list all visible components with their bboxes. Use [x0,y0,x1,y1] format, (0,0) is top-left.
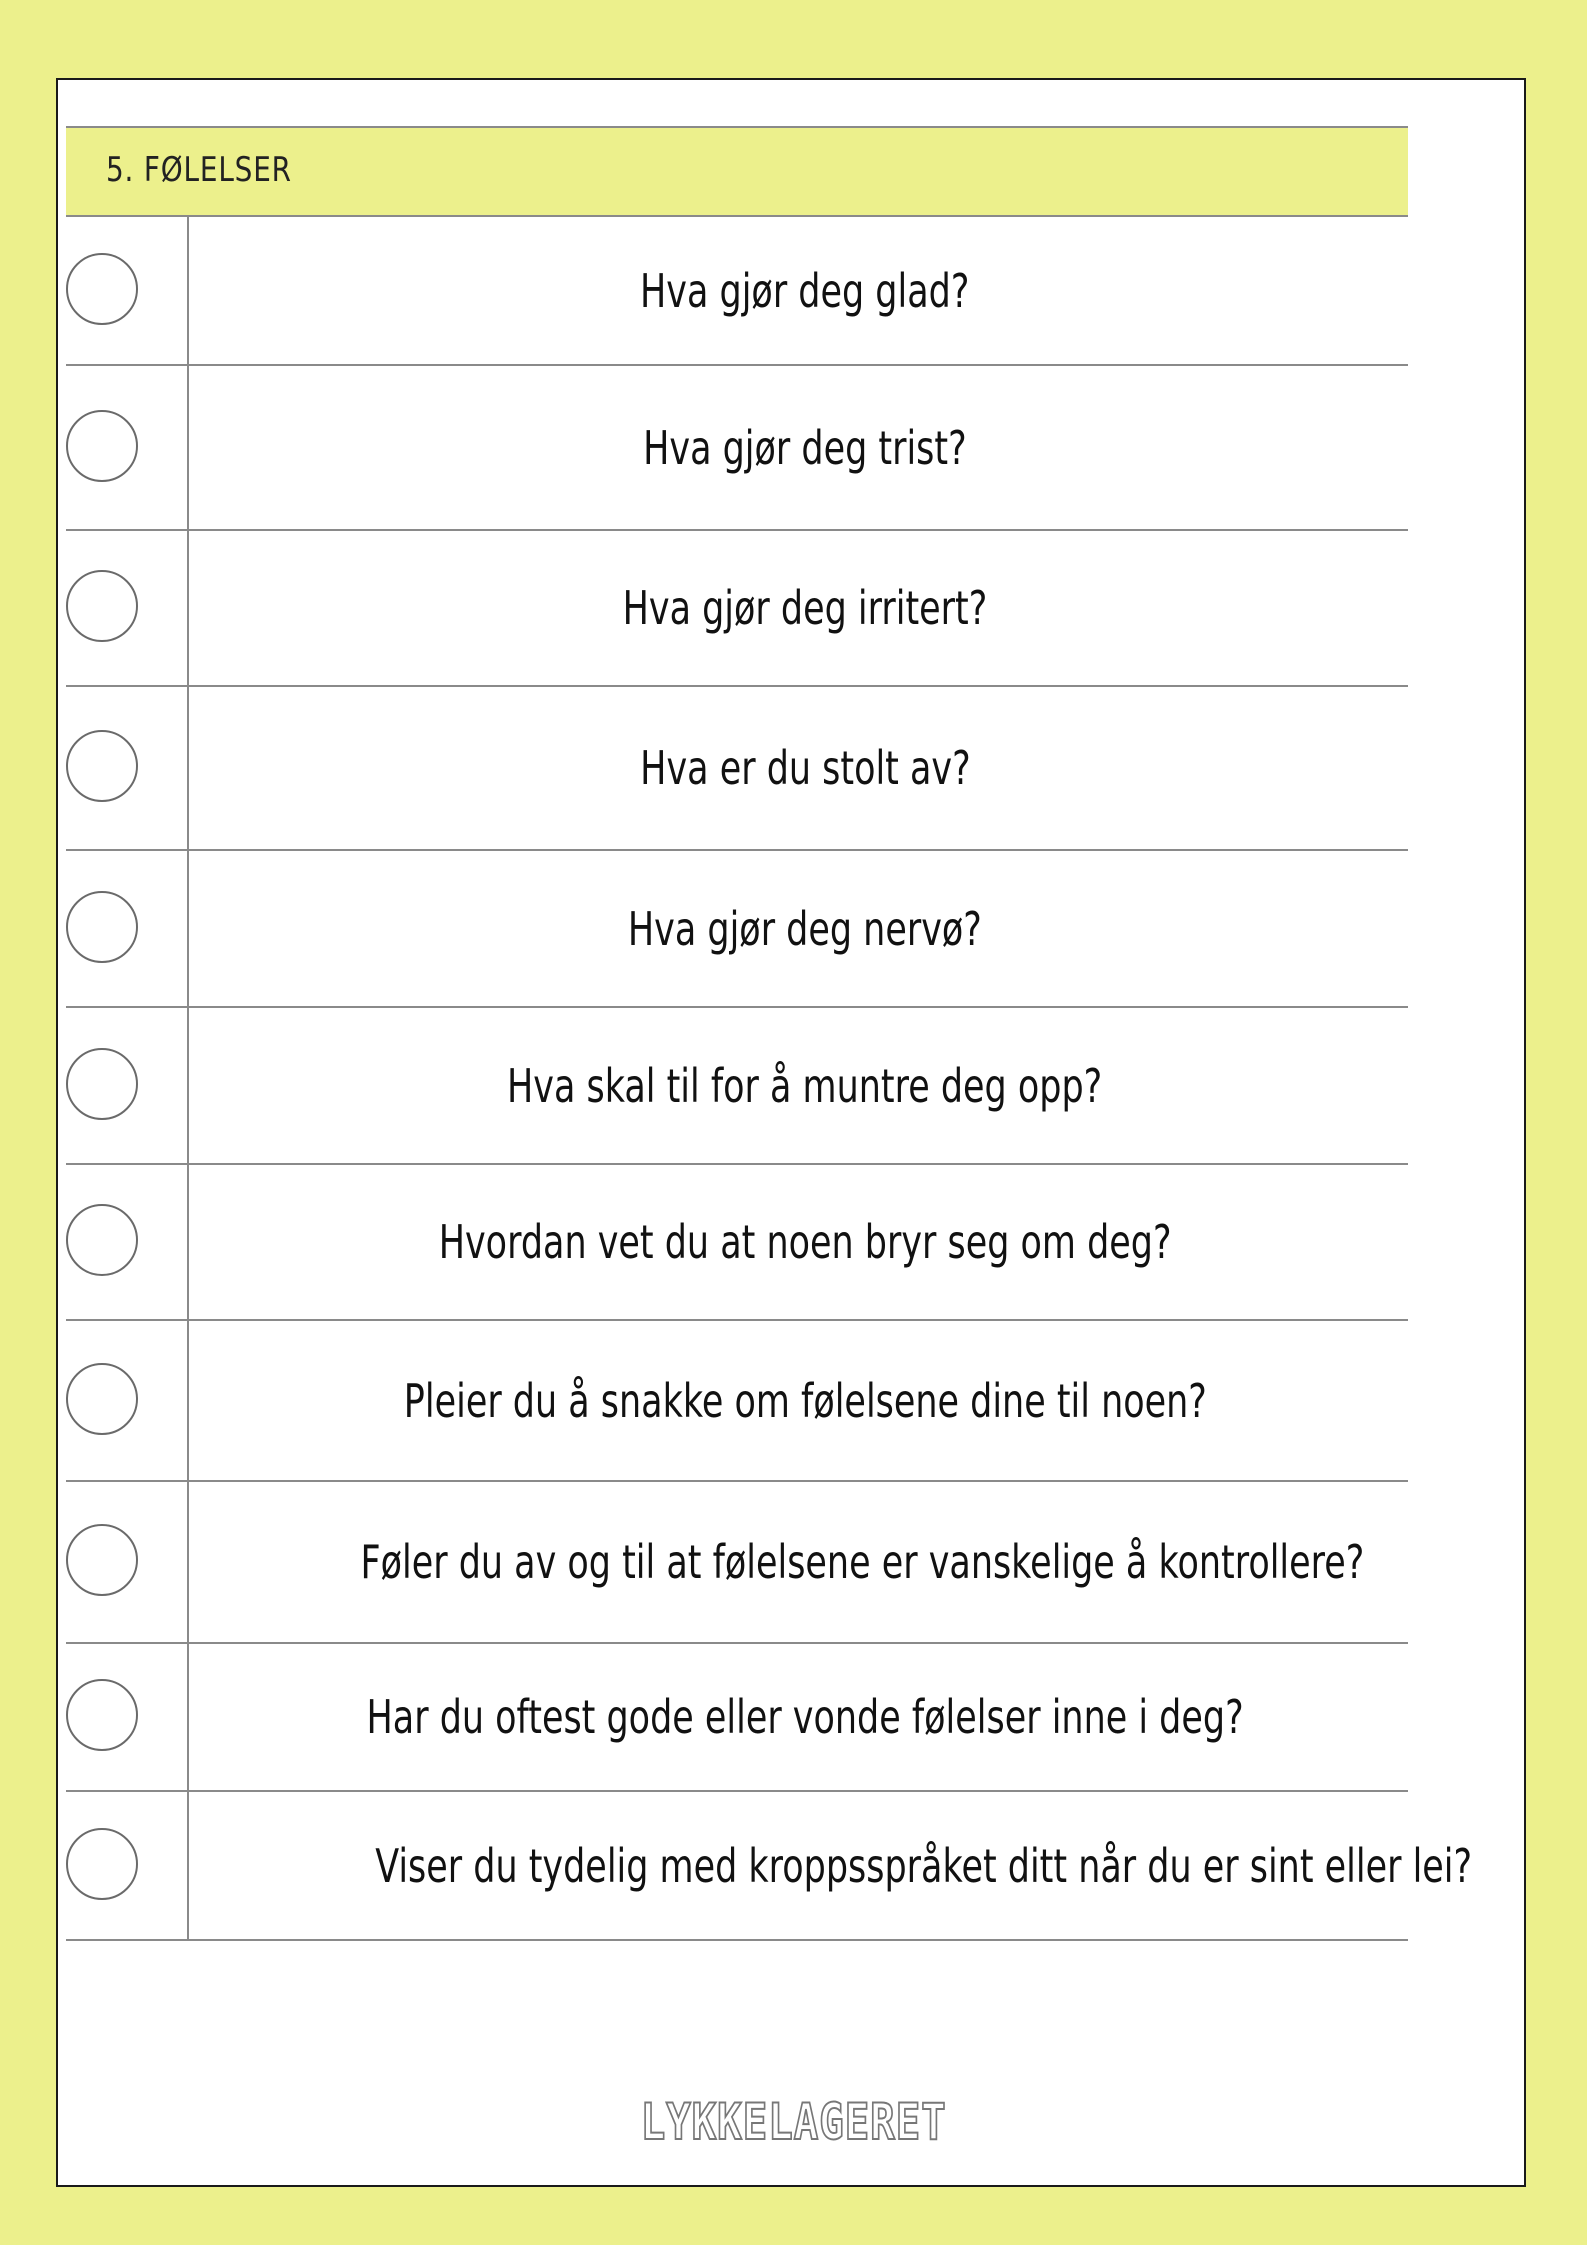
question-checkbox[interactable] [66,1363,138,1435]
question-text: Hva gjør deg glad? [640,263,970,318]
question-text-container [202,581,1408,635]
question-text-container [202,1535,1408,1589]
question-text: Hva gjør deg trist? [643,420,967,475]
question-checkbox[interactable] [66,1679,138,1751]
question-checkbox[interactable] [66,570,138,642]
question-checkbox[interactable] [66,730,138,802]
question-checkbox[interactable] [66,410,138,482]
question-text: Hva skal til for å muntre deg opp? [507,1058,1103,1113]
question-row [66,1165,1408,1321]
question-checkbox[interactable] [66,891,138,963]
question-list [66,217,1473,1941]
question-row [66,851,1408,1008]
question-row [66,1792,1473,1941]
question-text: Hva gjør deg irritert? [622,581,988,635]
question-row [66,1321,1408,1482]
question-row [66,1008,1408,1165]
brand-logo [0,2093,1587,2151]
question-text: Hva er du stolt av? [639,741,971,795]
question-checkbox[interactable] [66,1048,138,1120]
question-text: Hvordan vet du at noen bryr seg om deg? [438,1215,1172,1269]
question-text: Hva gjør deg nervø? [628,901,982,956]
question-text-container [202,741,1408,795]
question-text-container [202,1690,1408,1744]
question-text: Har du oftest gode eller vonde følelser inne i deg? [366,1690,1244,1744]
question-row [66,1482,1408,1644]
question-checkbox[interactable] [66,253,138,325]
question-checkbox[interactable] [66,1204,138,1276]
section-header [66,126,1408,217]
question-text: Pleier du å snakke om følelsene dine til noen? [403,1373,1207,1428]
question-text-container [202,1215,1408,1269]
question-text: Føler du av og til at følelsene er vanskelige å kontrollere? [360,1535,1365,1589]
question-text: Viser du tydelig med kroppsspråket ditt når du er sint eller lei? [375,1838,1473,1893]
question-row [66,366,1408,531]
question-row [66,1644,1408,1792]
brand-logo-text: LYKKELAGERET [640,2093,947,2151]
question-text-container [202,1838,1473,1893]
question-text-container [202,1374,1408,1428]
question-row [66,217,1408,366]
question-row [66,531,1408,687]
section-title: 5. FØLELSER [106,150,292,190]
question-checkbox[interactable] [66,1828,138,1900]
question-text-container [202,421,1408,475]
question-text-container [202,264,1408,318]
question-text-container [202,902,1408,956]
question-text-container [202,1059,1408,1113]
question-checkbox[interactable] [66,1524,138,1596]
question-row [66,687,1408,851]
